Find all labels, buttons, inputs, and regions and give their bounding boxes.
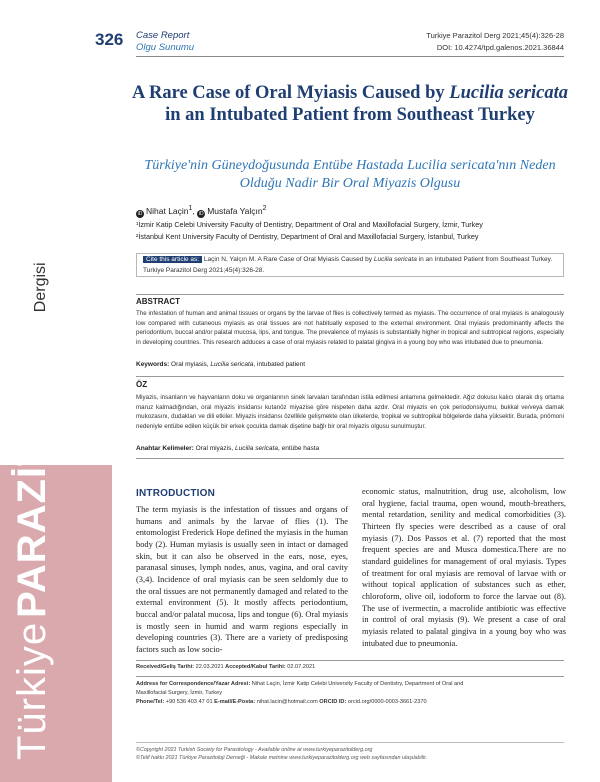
- cite-text-a: Laçin N, Yalçın M. A Rare Case of Oral Myiasis Caused by: [202, 256, 374, 263]
- author-2-affil: 2: [262, 204, 267, 212]
- oz-keywords-a: Oral miyazis,: [193, 445, 235, 452]
- introduction-heading: INTRODUCTION: [136, 488, 216, 499]
- received-date: 22.03.2021: [194, 664, 226, 670]
- keywords-b: , intubated patient: [253, 361, 306, 368]
- address-label: Address for Correspondence/Yazar Adresi:: [136, 681, 251, 687]
- copyright-tr: ©Telif hakkı 2021 Türkiye Parazitoloji Derneği - Makale metnine www.turkiyeparazitolderg.org web sayfasından ulaşılabilir.: [136, 755, 428, 761]
- affiliation-1: ¹İzmir Katip Celebi University Faculty of Dentistry, Department of Oral and Maxillofacial Surgery, İzmir, Turkey: [136, 220, 483, 229]
- article-type-en: Case Report: [136, 30, 190, 41]
- abstract-text: The infestation of human and animal tissues or organs by the larvae of flies is collectively termed as myiasis. The occurrence of oral myiasis is analogously low compared with cutaneous myiasis as oral tissues are not habitually exposed to the external environment. Oral myiasis predominantly affects the periodontium, buccal and/or palatal mucosa, lips, and tongue. The prevalence of myiasis is substantially higher in tropical and subtropical regions, especially in developing countries. This research adduces a case of oral myiasis related to palatal gingiva in a young boy who was intubated due to pneumonia.: [136, 310, 564, 346]
- cite-text-b: in an Intubated Patient from Southeast Turkey. Turkiye Parazitol Derg 2021;45(4):326-28.: [143, 256, 553, 274]
- article-type-tr: Olgu Sunumu: [136, 42, 195, 53]
- article-title: [130, 82, 570, 126]
- oz-keywords-italic: Lucilia sericata: [234, 445, 278, 452]
- oz-end-divider: [136, 458, 564, 459]
- journal-citation: Turkiye Parazitol Derg 2021;45(4):326-28: [426, 31, 564, 40]
- oz-keywords: [136, 445, 319, 452]
- keywords-label: Keywords:: [136, 361, 170, 368]
- cite-label: Cite this article as:: [143, 256, 202, 263]
- title-part-2: in an Intubated Patient from Southeast Turkey: [165, 105, 535, 125]
- keywords-italic: Lucilia sericata: [210, 361, 254, 368]
- sidebar-logo: [6, 262, 102, 770]
- oz-divider: [136, 376, 564, 377]
- author-list: iD Nihat Laçin$^1$, iD Mustafa Yalçın$^2$: [137, 204, 267, 217]
- author-1: Nihat Laçin: [146, 205, 189, 216]
- abstract-heading: ABSTRACT: [136, 297, 180, 306]
- introduction-col-2: economic status, malnutrition, drug use, alcoholism, low oral hygiene, facial trauma, open wound, mouth-breathers, mental retardation, senility and medical comorbidities (3). Thirteen fly species were described as a cause of oral myiasis (7). Dos Passos et al. (7) reported that the most frequent species are and Musca domestica.There are no standard guidelines for management of oral myiasis. Types of treatment for oral myiasis are removal of larvae with or without topical application of substances such as ether, chloroform, olive oil, iodoform to force the larvae out (8). The use of ivermectin, a macrolide antibiotic was effective in control of oral myiasis (9). We present a case of oral myiasis related to palatal gingiva in a young boy who was intubated due to pneumonia.: [362, 487, 566, 648]
- affiliations: [136, 219, 483, 243]
- dates-divider: [136, 676, 564, 677]
- affiliation-2: ²İstanbul Kent University Faculty of Dentistry, Department of Oral and Maxillofacial Surgery, İstanbul, Turkey: [136, 232, 479, 241]
- dates: [136, 663, 315, 672]
- copyright-en: ©Copyright 2021 Turkish Society for Parasitology - Available online at www.turkiyeparazitolderg.org: [136, 747, 373, 753]
- introduction-col-1: The term myiasis is the infestation of tissues and organs of humans and animals by the larvae of flies (1). The entomologist Frederick Hope defined the myiasis in the human body (2). Human myiasis is usually seen in intact or damaged skin, but it can also be observed in the ears, nose, eyes, paranasal sinuses, lymph nodes, anus, vagina, and oral cavity (3,4). Incidence of oral myiasis can be seen seldomly due to the oral tissues are not permanently damaged and related to the external environment (5). It mostly affects periodontium, buccal and/or palatal mucosa, lips and tongue (6). Oral myiasis is mostly seen in humid and warm regions especially in developing countries (3). There are a variety of predisposing factors such as low socio-: [136, 505, 348, 654]
- page-number: 326: [95, 30, 124, 49]
- title-italic: Lucilia sericata: [449, 83, 568, 103]
- header-divider: [136, 56, 564, 57]
- orcid-link[interactable]: orcid.org/0000-0003-3661-2370: [346, 699, 427, 705]
- email-label: E-mail/E-Posta:: [214, 699, 256, 705]
- oz-keywords-label: Anahtar Kelimeler:: [136, 445, 194, 452]
- keywords-a: Oral myiasis,: [169, 361, 211, 368]
- cite-box: [136, 253, 564, 277]
- phone-label: Phone/Tel:: [136, 699, 165, 705]
- copyright-divider: [136, 742, 564, 743]
- logo-word-dergisi: Dergisi: [32, 262, 49, 313]
- phone: +90 536 403 47 01: [164, 699, 215, 705]
- journal-sidebar: [0, 0, 112, 782]
- footer-divider: [136, 660, 564, 661]
- title-part-1: A Rare Case of Oral Myiasis Caused by: [132, 83, 450, 103]
- author-2: Mustafa Yalçın: [207, 205, 263, 216]
- received-label: Received/Geliş Tarihi:: [136, 664, 195, 670]
- accepted-label: Accepted/Kabul Tarihi:: [225, 664, 286, 670]
- article-title-tr: Türkiye'nin Güneydoğusunda Entübe Hastada Lucilia sericata'nın Neden Olduğu Nadir Bir Oral Miyazis Olgusu: [144, 158, 556, 191]
- journal-info: [426, 30, 564, 54]
- correspondence-2: Maxillofacial Surgery, İzmir, Turkey: [136, 690, 223, 696]
- address: Nihat Laçin, İzmir Katip Celebi University Faculty of Dentistry, Department of Oral and: [250, 681, 464, 687]
- abstract-keywords: [136, 361, 305, 368]
- orcid-label: ORCID ID:: [319, 699, 347, 705]
- author-1-affil: 1: [188, 204, 193, 212]
- contact-line: [136, 698, 427, 707]
- copyright: [136, 746, 427, 762]
- article-type: [136, 30, 194, 54]
- accepted-date: 02.07.2021: [285, 664, 316, 670]
- cite-italic: Lucilia sericata: [373, 256, 417, 263]
- oz-keywords-b: , entübe hasta: [277, 445, 320, 452]
- correspondence: [136, 680, 463, 689]
- logo-word-turkiye: Türkiye: [10, 621, 54, 760]
- orcid-icon[interactable]: iD: [198, 210, 204, 217]
- abstract-divider: [136, 294, 564, 295]
- doi[interactable]: DOI: 10.4274/tpd.galenos.2021.36844: [436, 43, 564, 52]
- email[interactable]: nihat.lacin@hotmail.com: [255, 699, 320, 705]
- logo-word-parazitoloji: PARAZİTOLOJİ: [10, 316, 54, 618]
- journal-logo-text: [10, 262, 55, 760]
- oz-text: Miyazis, insanların ve hayvanların doku ve organlarının sinek larvaları tarafından istila edilmesi anlamına gelmektedir. Ağız dokusu kalıcı olarak dış ortama maruz kalmadığından, oral miyazis insidansı kutanöz miyazise göre nispeten daha azdır. Oral miyazis en çok periodonsiyumu, bukkal ve/veya damak mukozasını, dudakları ve dili etkiler. Miyazis insidansı özellikle gelişmekte olan ülkelerde, tropikal ve subtropikal bölgelerde daha yüksektir. Burada, pnömoni nedeniyle entübe edilen küçük bir erkek çocukta damak dişetine bağlı bir oral miyazis olgusu sunulmuştur.: [136, 394, 564, 430]
- orcid-icon[interactable]: iD: [137, 210, 143, 217]
- oz-heading: ÖZ: [136, 380, 148, 389]
